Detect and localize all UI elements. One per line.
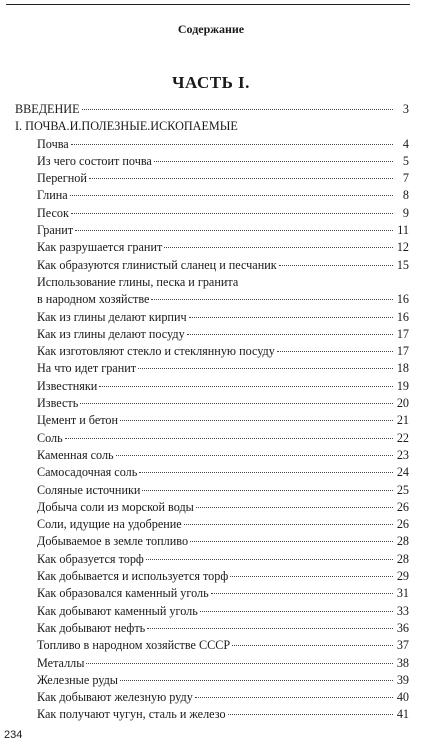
toc-entry xyxy=(15,343,409,360)
dot-leader xyxy=(232,645,393,646)
toc-entry xyxy=(15,689,409,706)
dot-leader xyxy=(147,628,393,629)
dot-leader xyxy=(70,195,393,196)
toc-entry xyxy=(15,533,409,550)
toc-entry xyxy=(15,378,409,395)
toc-entry-page: 33 xyxy=(396,603,409,618)
toc-entry-page: 31 xyxy=(396,586,409,601)
toc-entry xyxy=(15,153,409,170)
dot-leader xyxy=(151,299,393,300)
dot-leader xyxy=(195,697,393,698)
toc-entry-label: Как образовался каменный уголь xyxy=(37,586,209,601)
dot-leader xyxy=(154,161,393,162)
dot-leader xyxy=(196,507,393,508)
toc-entry xyxy=(15,447,409,464)
toc-entry-label: Как добывают железную руду xyxy=(37,690,193,705)
toc-entry xyxy=(15,412,409,429)
toc-entry xyxy=(15,620,409,637)
toc-entry-page: 41 xyxy=(396,707,409,722)
toc-entry-label: Топливо в народном хозяйстве СССР xyxy=(37,638,231,653)
toc-entry-label: Песок xyxy=(37,205,69,220)
part-title: ЧАСТЬ I. xyxy=(172,73,250,92)
toc-entry-label: Как изготовляют стекло и стеклянную посуду xyxy=(37,344,275,359)
page-number: 234 xyxy=(4,729,23,741)
toc-entry-page: 9 xyxy=(402,205,409,220)
toc-entry-page: 29 xyxy=(396,569,409,584)
toc-entry xyxy=(15,360,409,377)
toc-entry-page: 8 xyxy=(402,188,409,203)
toc-entry xyxy=(15,257,409,274)
toc-entry xyxy=(15,603,409,620)
dot-leader xyxy=(80,403,393,404)
toc-entry-label: Известняки xyxy=(37,378,98,393)
toc-entry xyxy=(15,499,409,516)
dot-leader xyxy=(65,438,393,439)
dot-leader xyxy=(277,351,393,352)
toc-entry-label: Как добывается и используется торф xyxy=(37,569,229,584)
toc-entry-page: 39 xyxy=(396,672,409,687)
toc-entry-page: 25 xyxy=(396,482,409,497)
toc-entry-label-continued: в народном хозяйстве xyxy=(37,292,150,307)
dot-leader xyxy=(184,524,393,525)
dot-leader xyxy=(211,593,393,594)
toc-entry-label: Из чего состоит почва xyxy=(37,153,152,168)
toc-entry xyxy=(15,222,409,239)
toc-entry xyxy=(15,655,409,672)
toc-entry-page: 28 xyxy=(396,534,409,549)
toc-entry xyxy=(15,136,409,153)
toc-entry-label: Добыча соли из морской воды xyxy=(37,499,194,514)
toc-entry-page: 11 xyxy=(397,223,409,238)
dot-leader xyxy=(228,714,393,715)
toc-entry-page: 37 xyxy=(396,638,409,653)
dot-leader xyxy=(189,317,393,318)
toc-entry xyxy=(15,706,409,723)
toc-entry-label: Использование глины, песка и гранита xyxy=(37,274,239,289)
toc-entry-label: Соль xyxy=(37,430,63,445)
toc-entry-label: Металлы xyxy=(37,655,85,670)
toc-entry-page: 26 xyxy=(396,499,409,514)
dot-leader xyxy=(200,611,393,612)
toc-entry-label: Добываемое в земле топливо xyxy=(37,534,189,549)
dot-leader xyxy=(139,472,393,473)
toc-entry-page: 3 xyxy=(402,102,409,116)
toc-entry-label: Цемент и бетон xyxy=(37,413,119,428)
toc-entry-page: 40 xyxy=(396,690,409,705)
toc-entry-page: 12 xyxy=(396,240,409,255)
dot-leader xyxy=(99,386,393,387)
toc-entry-page: 21 xyxy=(396,413,409,428)
toc-entry xyxy=(15,482,409,499)
toc-entry xyxy=(15,464,409,481)
dot-leader xyxy=(71,144,393,145)
toc-entry-label: Как добывают каменный уголь xyxy=(37,603,198,618)
table-of-contents xyxy=(15,101,409,724)
dot-leader xyxy=(120,680,393,681)
toc-entry xyxy=(15,395,409,412)
toc-entry-label: Почва xyxy=(37,136,69,151)
toc-entry-label: Как добывают нефть xyxy=(37,620,146,635)
toc-entry-page: 20 xyxy=(396,396,409,411)
toc-entry-label: Каменная соль xyxy=(37,447,114,462)
toc-entry xyxy=(15,637,409,654)
dot-leader xyxy=(230,576,393,577)
page-heading: Содержание xyxy=(177,22,245,36)
top-rule xyxy=(6,4,410,5)
toc-entry-page: 19 xyxy=(396,378,409,393)
toc-entry xyxy=(15,326,409,343)
dot-leader xyxy=(75,230,393,231)
toc-entry-page: 17 xyxy=(396,344,409,359)
toc-entry xyxy=(15,309,409,326)
toc-entry-label: Как разрушается гранит xyxy=(37,240,163,255)
dot-leader xyxy=(187,334,393,335)
toc-entry-page: 38 xyxy=(396,655,409,670)
toc-entry xyxy=(15,551,409,568)
dot-leader xyxy=(164,247,393,248)
dot-leader xyxy=(71,213,393,214)
toc-entry xyxy=(15,205,409,222)
toc-entry-label: Железные руды xyxy=(37,672,118,687)
dot-leader xyxy=(142,490,393,491)
toc-entry-page: 28 xyxy=(396,551,409,566)
toc-entries xyxy=(15,136,409,724)
toc-entry-page: 24 xyxy=(396,465,409,480)
toc-entry-page: 22 xyxy=(396,430,409,445)
toc-entry-label: Как получают чугун, сталь и железо xyxy=(37,707,226,722)
toc-entry-page: 26 xyxy=(396,517,409,532)
toc-entry-label: ВВЕДЕНИЕ xyxy=(15,102,80,116)
toc-entry-label: Глина xyxy=(37,188,68,203)
section-heading: I. ПОЧВА.И.ПОЛЕЗНЫЕ.ИСКОПАЕМЫЕ xyxy=(15,119,238,134)
toc-entry-page: 16 xyxy=(396,309,409,324)
toc-entry xyxy=(15,516,409,533)
toc-entry-label: Соли, идущие на удобрение xyxy=(37,517,182,532)
toc-entry xyxy=(15,672,409,689)
dot-leader xyxy=(279,265,393,266)
toc-entry-label: Самосадочная соль xyxy=(37,465,138,480)
dot-leader xyxy=(86,663,393,664)
dot-leader xyxy=(116,455,393,456)
dot-leader xyxy=(190,541,393,542)
dot-leader xyxy=(146,559,393,560)
toc-entry-label: Как из глины делают посуду xyxy=(37,326,185,341)
toc-entry-page: 4 xyxy=(402,136,409,151)
toc-entry-page: 36 xyxy=(396,620,409,635)
toc-entry xyxy=(15,187,409,204)
toc-entry-page: 23 xyxy=(396,447,409,462)
toc-entry xyxy=(15,568,409,585)
toc-entry-label: Известь xyxy=(37,396,79,411)
toc-entry-label: Как образуется торф xyxy=(37,551,144,566)
dot-leader xyxy=(138,368,393,369)
toc-entry-page: 18 xyxy=(396,361,409,376)
toc-entry-label: Как образуются глинистый сланец и песчаник xyxy=(37,257,277,272)
dot-leader xyxy=(120,420,393,421)
toc-entry-page: 16 xyxy=(396,292,409,307)
toc-entry xyxy=(15,430,409,447)
toc-entry-page: 7 xyxy=(402,171,409,186)
toc-entry-label: Гранит xyxy=(37,223,74,238)
toc-entry-label: На что идет гранит xyxy=(37,361,137,376)
toc-entry-label: Перегной xyxy=(37,171,87,186)
toc-entry-page: 15 xyxy=(396,257,409,272)
toc-entry xyxy=(15,239,409,256)
dot-leader xyxy=(82,109,393,110)
toc-entry-label: Соляные источники xyxy=(37,482,141,497)
toc-entry-page: 17 xyxy=(396,326,409,341)
toc-entry-continuation xyxy=(15,291,409,308)
toc-entry xyxy=(15,170,409,187)
toc-entry xyxy=(15,274,409,291)
toc-entry-page: 5 xyxy=(402,153,409,168)
toc-entry-label: Как из глины делают кирпич xyxy=(37,309,187,324)
toc-entry xyxy=(15,585,409,602)
dot-leader xyxy=(89,178,393,179)
toc-entry-intro xyxy=(15,101,409,118)
